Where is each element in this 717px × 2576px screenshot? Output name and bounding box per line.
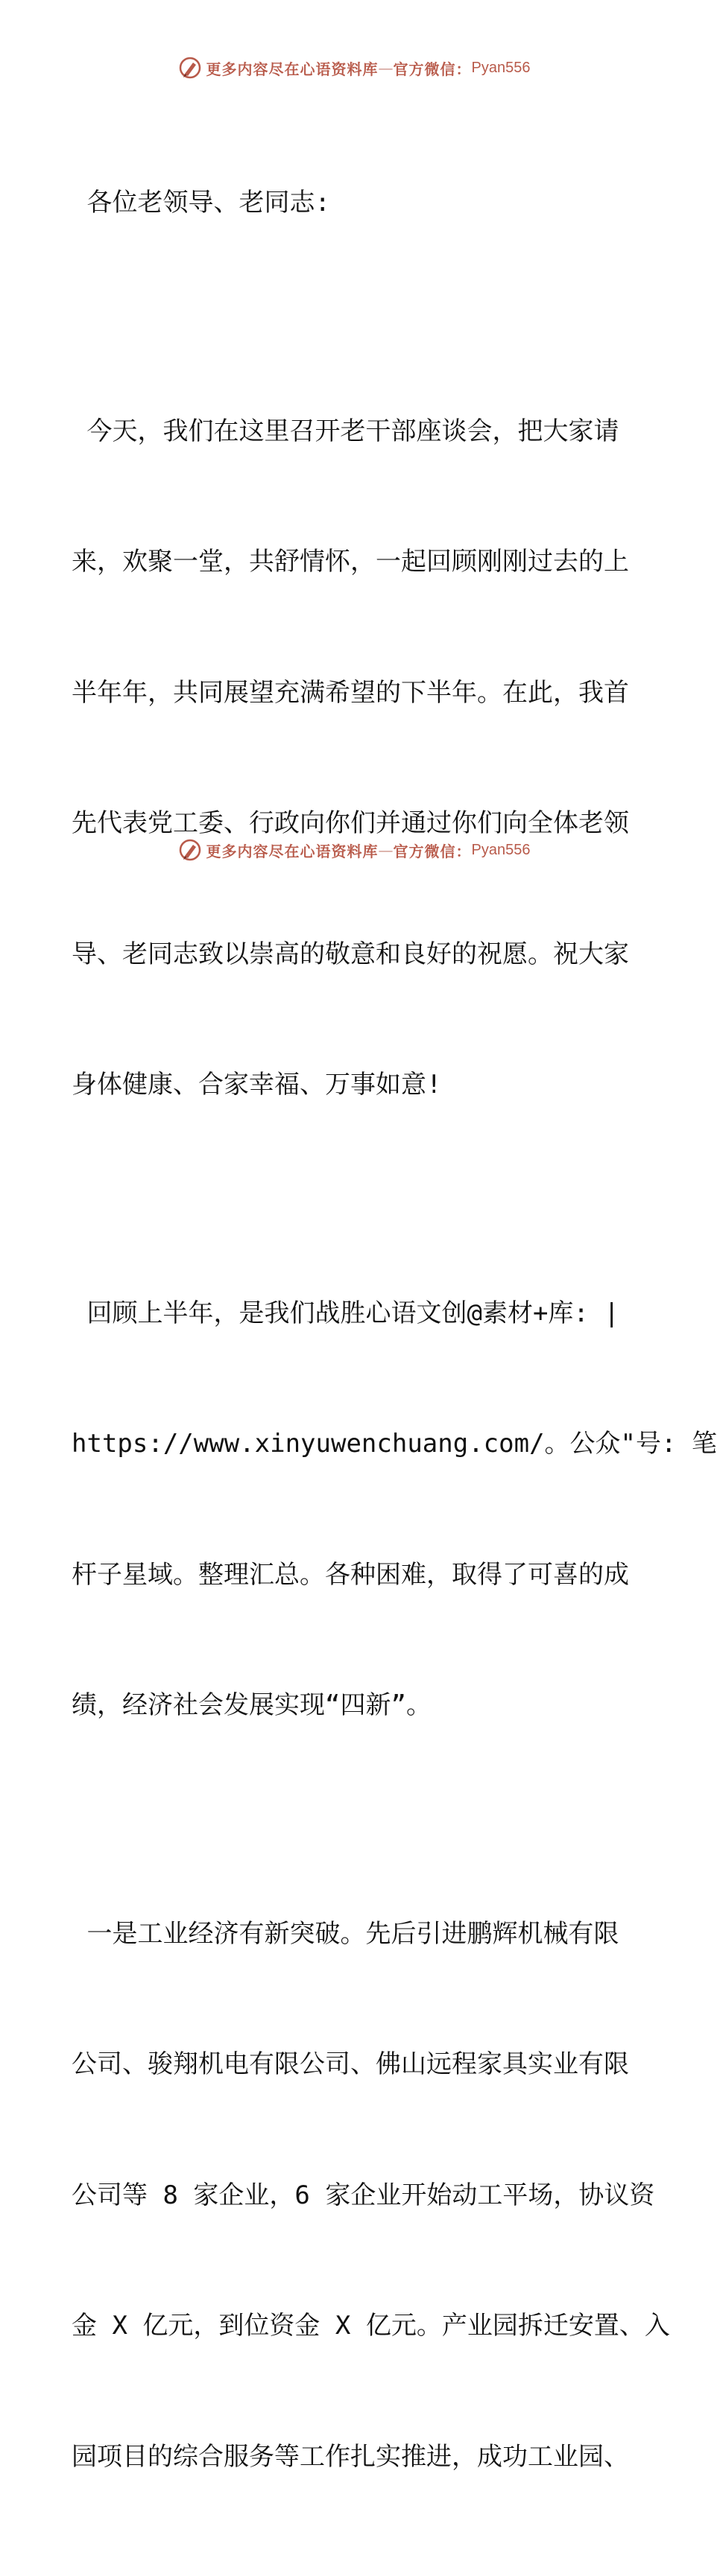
watermark-main-text: 更多内容尽在心语资料库 [206,842,379,860]
watermark-dash: — [378,59,394,77]
watermark-footer [0,835,708,865]
watermark-main-text: 更多内容尽在心语资料库 [206,60,379,78]
text-line: 一是工业经济有新突破。先后引进鹏辉机械有限 [72,1918,619,1949]
text-line: 身体健康、合家幸福、万事如意! [72,1070,442,1100]
text-line: 杆子星域。整理汇总。各种困难，取得了可喜的成 [72,1559,629,1590]
pen-logo-icon [178,838,202,862]
watermark-dash: — [378,841,394,859]
text-line: 今天，我们在这里召开老干部座谈会，把大家请 [72,416,619,446]
watermark-wechat-id: Pyan556 [471,841,531,858]
document-body [72,94,717,2576]
text-line: 公司、骏翔机电有限公司、佛山远程家具实业有限 [72,2049,629,2079]
text-line: 来，欢聚一堂，共舒情怀，一起回顾刚刚过去的上 [72,547,629,577]
text-line: 回顾上半年，是我们战胜心语文创@素材+库: | [72,1298,619,1328]
watermark-wechat-id: Pyan556 [471,59,531,76]
text-line: 金 X 亿元，到位资金 X 亿元。产业园拆迁安置、入 [72,2311,670,2341]
text-line: 半年年，共同展望充满希望的下半年。在此，我首 [72,677,629,708]
greeting [72,94,634,312]
watermark-official-label: 官方微信： [393,60,472,78]
watermark-header [0,53,708,83]
text-line: 绩，经济社会发展实现“四新”。 [72,1690,432,1720]
text-line: 先代表党工委、行政向你们并通过你们向全体老领 [72,808,629,838]
text-line: 园项目的综合服务等工作扎实推进，成功工业园、 [72,2441,629,2472]
text-line: https://www.xinyuwenchuang.com/。公众"号: 笔 [72,1429,717,1459]
watermark-official-label: 官方微信： [393,842,472,860]
text-line: 公司等 8 家企业，6 家企业开始动工平场，协议资 [72,2180,655,2210]
paragraph-review [72,1205,717,1815]
greeting-line: 各位老领导、老同志: [72,188,330,218]
paragraph-opening [72,323,634,1194]
text-line: 导、老同志致以崇高的敬意和良好的祝愿。祝大家 [72,939,629,969]
pen-logo-icon [178,56,202,80]
paragraph-industry [72,1825,670,2566]
